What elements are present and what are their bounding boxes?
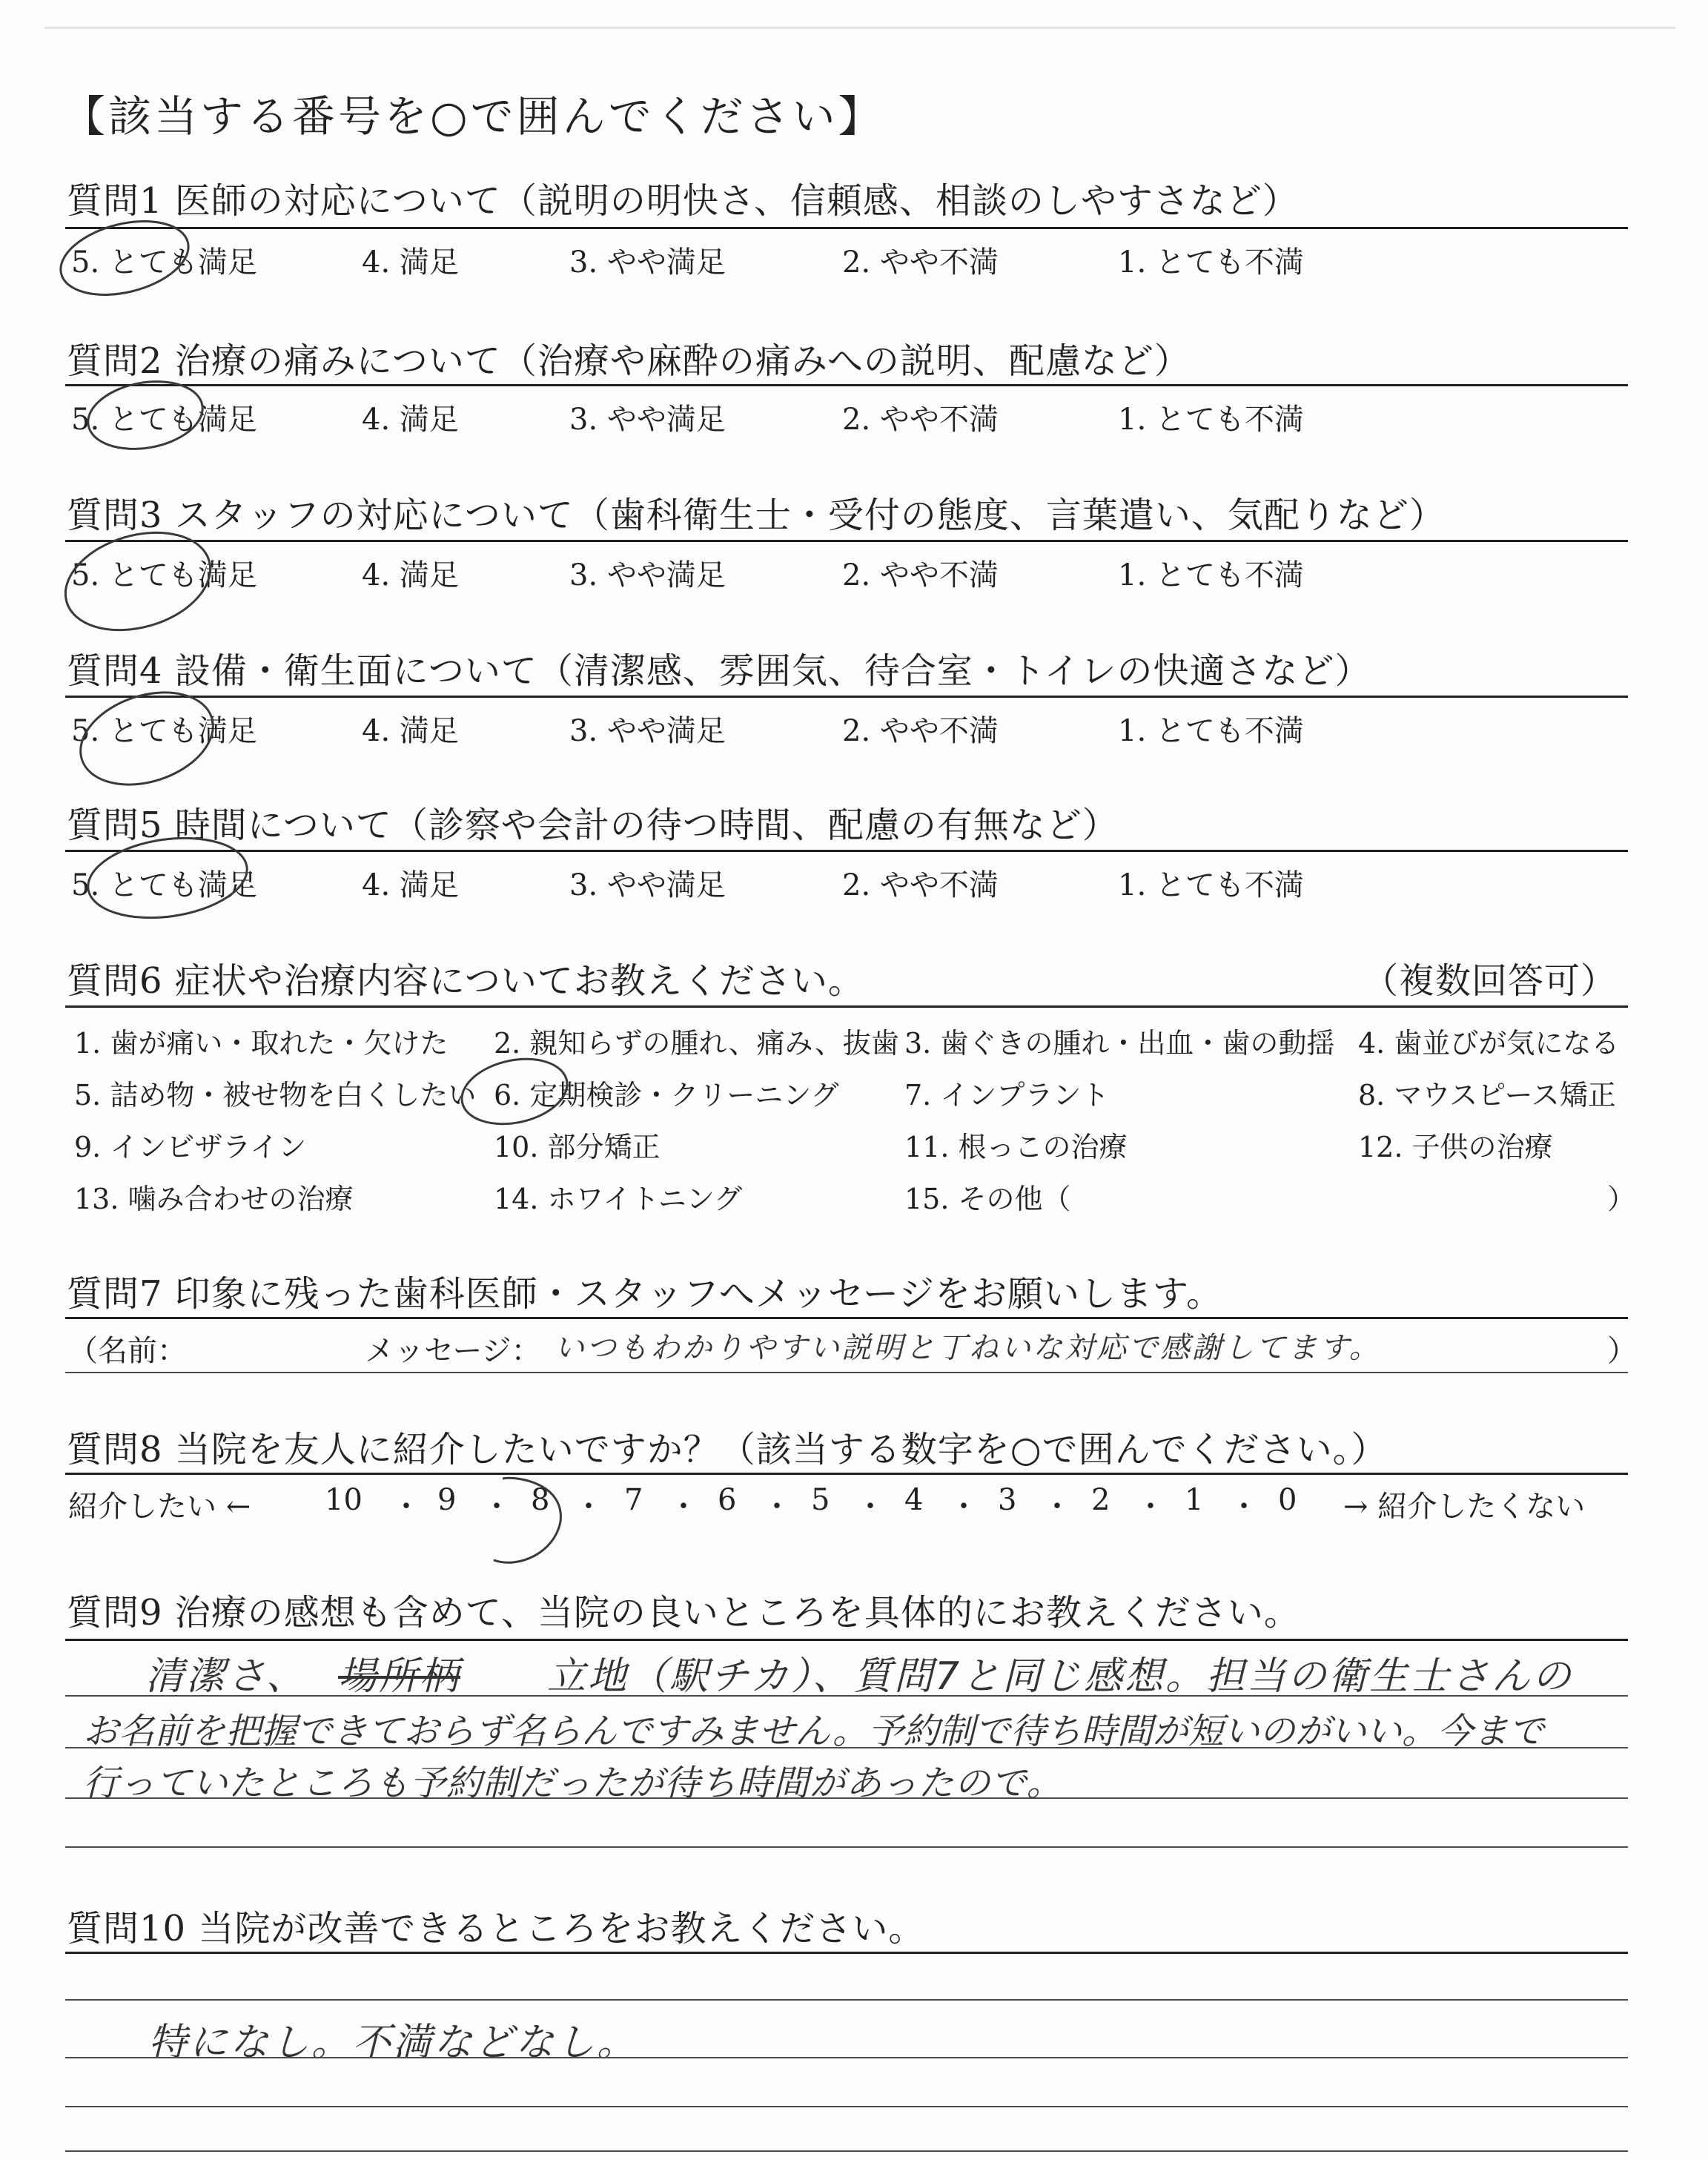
q10-title: 質問10 当院が改善できるところをお教えください。 xyxy=(67,1908,925,1949)
q3-option-3[interactable]: 3. やや満足 xyxy=(569,558,726,592)
q8-scale-1[interactable]: 1 xyxy=(1185,1483,1204,1517)
q5-option-1[interactable]: 1. とても不満 xyxy=(1118,868,1304,902)
q9-answer-rule-1 xyxy=(65,1695,1628,1697)
q7-title: 質問7 印象に残った歯科医師・スタッフへメッセージをお願いします。 xyxy=(67,1273,1223,1315)
q6-option-5[interactable]: 5. 詰め物・被せ物を白くしたい xyxy=(74,1079,477,1112)
q2-rule xyxy=(65,384,1628,386)
q8-scale-3[interactable]: 3 xyxy=(998,1483,1017,1517)
q8-separator: ・ xyxy=(391,1490,421,1524)
q8-right-label: → 紹介したくない xyxy=(1343,1490,1586,1524)
q9-answer-line3[interactable]: 行っていたところも予約制だったが待ち時間があったので。 xyxy=(83,1763,1063,1804)
q2-option-1[interactable]: 1. とても不満 xyxy=(1118,403,1304,437)
q8-separator: ・ xyxy=(949,1490,979,1524)
q8-rule xyxy=(65,1473,1628,1475)
q8-scale-9[interactable]: 9 xyxy=(437,1483,457,1517)
q8-left-label: 紹介したい ← xyxy=(68,1490,251,1524)
q6-title: 質問6 症状や治療内容についてお教えください。 xyxy=(67,960,864,1002)
q9-answer-line1-a[interactable]: 清潔さ、 xyxy=(145,1654,307,1699)
q10-answer-rule-3 xyxy=(65,2106,1628,2107)
q8-scale-5[interactable]: 5 xyxy=(811,1483,830,1517)
q9-answer-struck-word: 場所柄 xyxy=(338,1654,461,1699)
q6-option-6[interactable]: 6. 定期検診・クリーニング xyxy=(494,1079,839,1112)
q1-option-3[interactable]: 3. やや満足 xyxy=(569,245,726,280)
q7-message-label: メッセージ： xyxy=(365,1334,541,1368)
q9-answer-rule-4 xyxy=(65,1846,1628,1848)
q6-option-4[interactable]: 4. 歯並びが気になる xyxy=(1358,1027,1620,1060)
q8-scale-0[interactable]: 0 xyxy=(1278,1483,1297,1517)
q5-option-3[interactable]: 3. やや満足 xyxy=(569,868,726,902)
q3-option-5[interactable]: 5. とても満足 xyxy=(71,558,257,592)
q5-title: 質問5 時間について（診察や会計の待つ時間、配慮の有無など） xyxy=(67,805,1119,846)
q1-option-4[interactable]: 4. 満足 xyxy=(362,245,459,280)
q8-separator: ・ xyxy=(482,1490,512,1524)
q3-rule xyxy=(65,540,1628,542)
q9-rule xyxy=(65,1639,1628,1641)
q1-rule xyxy=(65,227,1628,229)
q6-rule xyxy=(65,1005,1628,1008)
q5-option-2[interactable]: 2. やや不満 xyxy=(842,868,999,902)
q6-option-10[interactable]: 10. 部分矯正 xyxy=(494,1131,661,1163)
q6-option-14[interactable]: 14. ホワイトニング xyxy=(494,1183,743,1215)
q9-title: 質問9 治療の感想も含めて、当院の良いところを具体的にお教えください。 xyxy=(67,1592,1300,1634)
q6-option-12[interactable]: 12. 子供の治療 xyxy=(1358,1131,1553,1163)
q3-option-1[interactable]: 1. とても不満 xyxy=(1118,558,1304,592)
q10-answer-rule-1 xyxy=(65,1999,1628,2001)
q6-option-15[interactable]: 15. その他（ xyxy=(904,1183,1071,1215)
q5-option-5[interactable]: 5. とても満足 xyxy=(71,868,257,902)
q6-other-close-paren: ） xyxy=(1607,1183,1636,1215)
q6-option-9[interactable]: 9. インビザライン xyxy=(74,1131,307,1163)
q6-multiple-note: （複数回答可） xyxy=(1363,960,1618,1002)
q8-title: 質問8 当院を友人に紹介したいですか？（該当する数字を○で囲んでください。） xyxy=(67,1429,1388,1470)
q4-option-4[interactable]: 4. 満足 xyxy=(362,714,459,748)
q8-scale-10[interactable]: 10 xyxy=(325,1483,363,1517)
q4-rule xyxy=(65,696,1628,698)
q8-separator: ・ xyxy=(855,1490,885,1524)
q8-scale-2[interactable]: 2 xyxy=(1091,1483,1110,1517)
q1-title: 質問1 医師の対応について（説明の明快さ、信頼感、相談のしやすさなど） xyxy=(67,180,1299,222)
q9-answer-line2[interactable]: お名前を把握できておらず名らんですみません。予約制で待ち時間が短いのがいい。今まで xyxy=(83,1711,1544,1752)
q10-answer-handwritten[interactable]: 特になし。不満などなし。 xyxy=(148,2021,638,2065)
q9-answer-rule-3 xyxy=(65,1797,1628,1799)
q6-option-11[interactable]: 11. 根っこの治療 xyxy=(904,1131,1128,1163)
q3-option-4[interactable]: 4. 満足 xyxy=(362,558,459,592)
q4-option-3[interactable]: 3. やや満足 xyxy=(569,714,726,748)
q7-rule xyxy=(65,1317,1628,1319)
q7-name-label: （名前： xyxy=(68,1334,187,1368)
q10-answer-rule-4 xyxy=(65,2150,1628,2152)
q4-option-5[interactable]: 5. とても満足 xyxy=(71,714,257,748)
q7-close-paren: ） xyxy=(1607,1334,1637,1368)
q2-option-3[interactable]: 3. やや満足 xyxy=(569,403,726,437)
q8-scale-4[interactable]: 4 xyxy=(904,1483,924,1517)
q8-scale-8[interactable]: 8 xyxy=(531,1483,550,1517)
q8-scale-7[interactable]: 7 xyxy=(624,1483,643,1517)
q4-title: 質問4 設備・衛生面について（清潔感、雰囲気、待合室・トイレの快適さなど） xyxy=(67,650,1371,692)
q6-option-8[interactable]: 8. マウスピース矯正 xyxy=(1358,1079,1616,1112)
q3-option-2[interactable]: 2. やや不満 xyxy=(842,558,999,592)
q7-answer-rule xyxy=(65,1372,1628,1373)
q8-separator: ・ xyxy=(1136,1490,1165,1524)
top-border xyxy=(44,27,1675,29)
q6-option-7[interactable]: 7. インプラント xyxy=(904,1079,1110,1112)
q1-option-2[interactable]: 2. やや不満 xyxy=(842,245,999,280)
q5-rule xyxy=(65,850,1628,852)
q6-option-3[interactable]: 3. 歯ぐきの腫れ・出血・歯の動揺 xyxy=(904,1027,1335,1060)
q1-option-5[interactable]: 5. とても満足 xyxy=(71,245,257,280)
q6-option-1[interactable]: 1. 歯が痛い・取れた・欠けた xyxy=(74,1027,448,1060)
q2-option-2[interactable]: 2. やや不満 xyxy=(842,403,999,437)
q9-answer-line1-b[interactable]: 立地（駅チカ）、質問7と同じ感想。担当の衛生士さんの xyxy=(547,1654,1574,1699)
q3-title: 質問3 スタッフの対応について（歯科衛生士・受付の態度、言葉遣い、気配りなど） xyxy=(67,495,1446,536)
q6-option-2[interactable]: 2. 親知らずの腫れ、痛み、抜歯 xyxy=(494,1027,899,1060)
page-heading: 【該当する番号を○で囲んでください】 xyxy=(62,91,884,142)
q5-option-4[interactable]: 4. 満足 xyxy=(362,868,459,902)
q8-separator: ・ xyxy=(1042,1490,1072,1524)
q8-separator: ・ xyxy=(574,1490,603,1524)
q2-title: 質問2 治療の痛みについて（治療や麻酔の痛みへの説明、配慮など） xyxy=(67,340,1191,382)
q8-separator: ・ xyxy=(762,1490,792,1524)
q1-option-1[interactable]: 1. とても不満 xyxy=(1118,245,1304,280)
q6-option-13[interactable]: 13. 噛み合わせの治療 xyxy=(74,1183,354,1215)
q8-separator: ・ xyxy=(1229,1490,1259,1524)
q8-scale-6[interactable]: 6 xyxy=(718,1483,737,1517)
q8-separator: ・ xyxy=(669,1490,698,1524)
q4-option-1[interactable]: 1. とても不満 xyxy=(1118,714,1304,748)
q2-option-4[interactable]: 4. 満足 xyxy=(362,403,459,437)
q7-message-handwritten[interactable]: いつもわかりやすい説明と丁ねいな対応で感謝してます。 xyxy=(555,1331,1381,1365)
q4-option-2[interactable]: 2. やや不満 xyxy=(842,714,999,748)
q10-answer-rule-2 xyxy=(65,2057,1628,2058)
q2-option-5[interactable]: 5. とても満足 xyxy=(71,403,257,437)
q9-answer-rule-2 xyxy=(65,1747,1628,1748)
q10-rule xyxy=(65,1952,1628,1954)
